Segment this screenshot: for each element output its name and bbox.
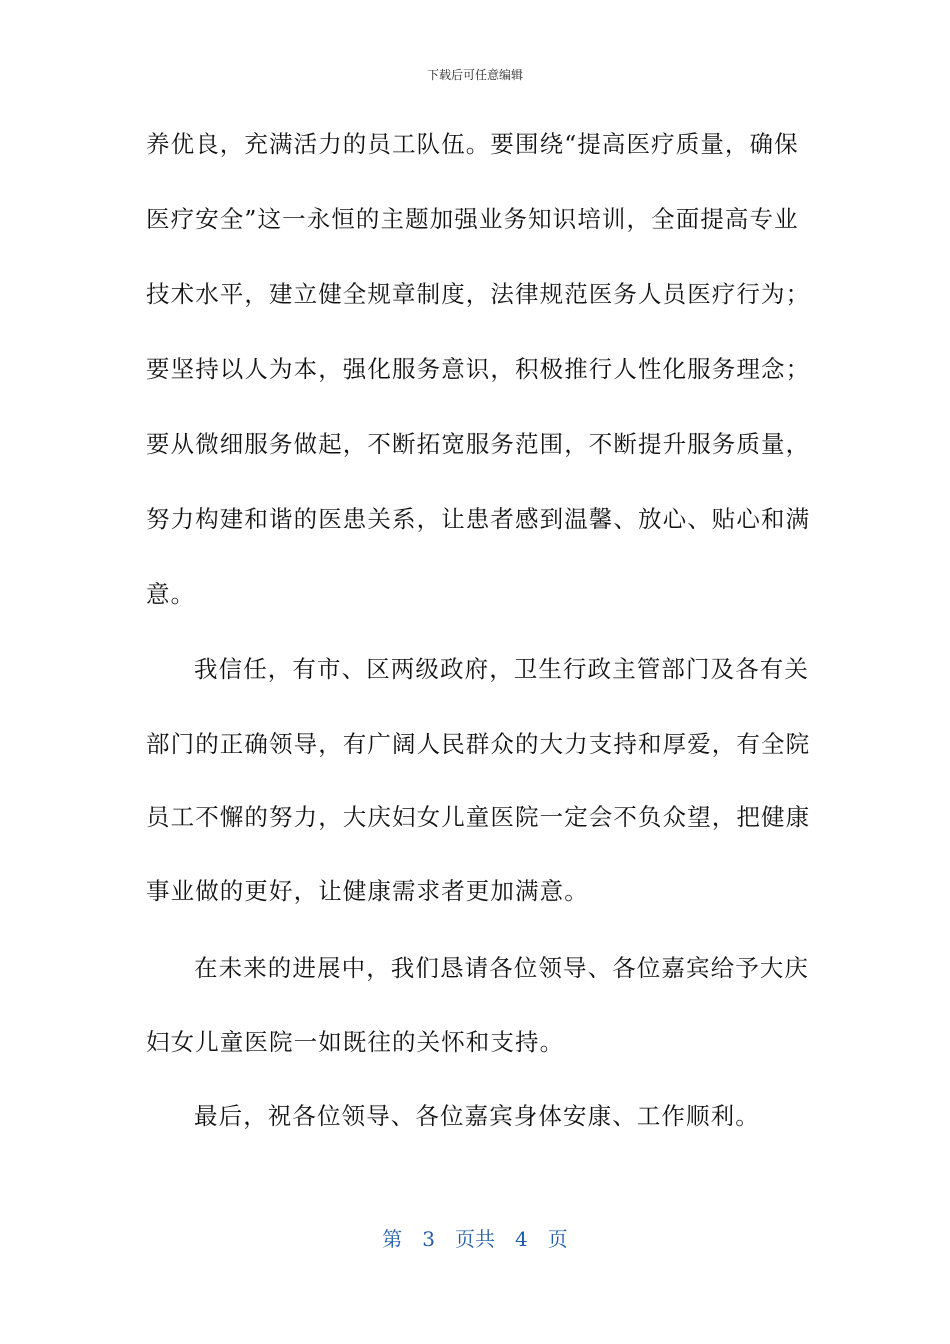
text-line: 最后，祝各位领导、各位嘉宾身体安康、工作顺利。 — [194, 1102, 760, 1130]
text-line: 我信任，有市、区两级政府，卫生行政主管部门及各有关 — [194, 655, 809, 683]
text-line: 事业做的更好，让健康需求者更加满意。 — [146, 877, 589, 905]
text-line: 要从微细服务做起，不断拓宽服务范围，不断提升服务质量， — [146, 430, 811, 458]
text-line: 养优良，充满活力的员工队伍。要围绕“提高医疗质量，确保 — [146, 130, 799, 158]
text-line: 医疗安全”这一永恒的主题加强业务知识培训，全面提高专业 — [146, 205, 799, 233]
text-line: 员工不懈的努力，大庆妇女儿童医院一定会不负众望，把健康 — [146, 803, 811, 831]
page-number-footer: 第 3 页共 4 页 — [382, 1227, 568, 1251]
text-line: 妇女儿童医院一如既往的关怀和支持。 — [146, 1028, 565, 1056]
text-line: 努力构建和谐的医患关系，让患者感到温馨、放心、贴心和满 — [146, 505, 811, 533]
text-line: 部门的正确领导，有广阔人民群众的大力支持和厚爱，有全院 — [146, 730, 811, 758]
page-header: 下载后可任意编辑 — [426, 68, 523, 82]
text-line: 要坚持以人为本，强化服务意识，积极推行人性化服务理念； — [146, 355, 811, 383]
text-line: 意。 — [146, 580, 196, 608]
text-line: 技术水平，建立健全规章制度，法律规范医务人员医疗行为； — [146, 280, 811, 308]
text-line: 在未来的进展中，我们恳请各位领导、各位嘉宾给予大庆 — [194, 954, 809, 982]
